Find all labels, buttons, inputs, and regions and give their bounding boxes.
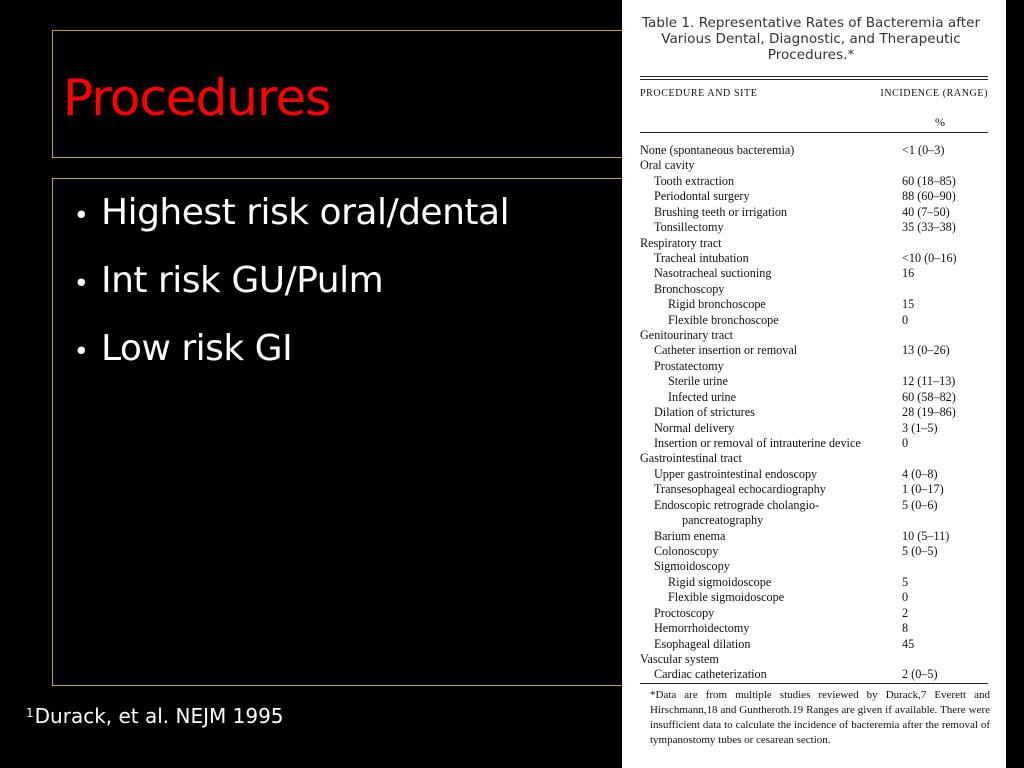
unit-label: % bbox=[935, 115, 945, 129]
row-value: 4 (0–8) bbox=[902, 466, 938, 481]
row-label: Oral cavity bbox=[640, 158, 695, 173]
row-value: 0 bbox=[902, 590, 909, 605]
table-row bbox=[640, 405, 1000, 420]
bullet-icon: • bbox=[73, 337, 89, 367]
row-value: 0 bbox=[902, 312, 909, 327]
table-row bbox=[640, 158, 1000, 173]
table-row bbox=[640, 390, 1000, 405]
row-label: Catheter insertion or removal bbox=[654, 343, 798, 358]
table-row bbox=[640, 529, 1000, 544]
row-label: Bronchoscopy bbox=[654, 281, 725, 296]
row-label: Normal delivery bbox=[654, 420, 735, 435]
row-value: 0 bbox=[902, 436, 909, 451]
row-value: 60 (18–85) bbox=[902, 173, 956, 188]
row-label: Genitourinary tract bbox=[640, 328, 734, 343]
row-label: Sigmoidoscopy bbox=[654, 559, 730, 574]
row-value: 3 (1–5) bbox=[902, 420, 938, 435]
table-row bbox=[640, 498, 1000, 513]
table-row bbox=[640, 266, 1000, 281]
row-label: None (spontaneous bacteremia) bbox=[640, 143, 795, 157]
table-row bbox=[640, 251, 1000, 266]
table-row bbox=[640, 467, 1000, 482]
row-value: 45 bbox=[902, 636, 915, 651]
table-row bbox=[640, 421, 1000, 436]
table-row bbox=[640, 559, 1000, 574]
row-label: Esophageal dilation bbox=[654, 636, 751, 651]
row-value: 2 bbox=[902, 605, 909, 620]
row-label: Insertion or removal of intrauterine device bbox=[654, 436, 861, 451]
column-header-procedure: PROCEDURE AND SITE bbox=[640, 88, 758, 99]
table-row bbox=[640, 297, 1000, 312]
row-value: 5 bbox=[902, 574, 909, 589]
row-label: Proctoscopy bbox=[654, 605, 715, 620]
row-label: Rigid bronchoscope bbox=[668, 297, 766, 312]
table-row bbox=[640, 482, 1000, 497]
row-value: 1 (0–17) bbox=[902, 482, 944, 497]
table-row bbox=[640, 220, 1000, 235]
table-footnote: *Data are from multiple studies reviewed by Durack,7 Everett and Hirschmann,18 and Guntheroth.19 Ranges are given if available. There were insufficient data to calculate the incidence of bacteremia after the removal of tympanostomy tubes or cesarean section. bbox=[650, 689, 990, 746]
table-row bbox=[640, 606, 1000, 621]
title-frame bbox=[52, 30, 632, 158]
row-label: Transesophageal echocardiography bbox=[654, 482, 826, 497]
row-value: 13 (0–26) bbox=[902, 343, 950, 358]
table-row bbox=[640, 236, 1000, 251]
table-row bbox=[640, 359, 1000, 374]
table-row bbox=[640, 436, 1000, 451]
table-row bbox=[640, 205, 1000, 220]
bacteremia-table-image bbox=[622, 0, 1006, 768]
row-label: Dilation of strictures bbox=[654, 405, 755, 420]
row-label: Barium enema bbox=[654, 528, 726, 543]
table-row bbox=[640, 513, 1000, 528]
table-body bbox=[640, 143, 1000, 683]
row-value: 5 (0–6) bbox=[902, 497, 938, 512]
row-label: Vascular system bbox=[640, 651, 719, 666]
table-row bbox=[640, 313, 1000, 328]
bullet-item bbox=[61, 261, 509, 304]
bullet-icon: • bbox=[73, 269, 89, 299]
bullet-text: Int risk GU/Pulm bbox=[101, 260, 384, 301]
table-row bbox=[640, 575, 1000, 590]
row-label: Periodontal surgery bbox=[654, 189, 750, 204]
bullet-item bbox=[61, 193, 509, 236]
table-row bbox=[640, 174, 1000, 189]
row-value: <1 (0–3) bbox=[902, 143, 945, 157]
row-label: Upper gastrointestinal endoscopy bbox=[654, 466, 818, 481]
table-row bbox=[640, 374, 1000, 389]
row-label: Endoscopic retrograde cholangio- bbox=[654, 497, 820, 512]
table-row bbox=[640, 621, 1000, 636]
row-label: Flexible sigmoidoscope bbox=[668, 590, 785, 605]
row-label: Sterile urine bbox=[668, 374, 728, 389]
table-rule-bottom bbox=[640, 683, 988, 684]
table-row bbox=[640, 328, 1000, 343]
bullet-list bbox=[61, 193, 509, 397]
content-frame bbox=[52, 178, 632, 686]
row-label: pancreatography bbox=[682, 513, 764, 528]
row-label: Tooth extraction bbox=[654, 173, 735, 188]
row-value: 60 (58–82) bbox=[902, 389, 956, 404]
row-label: Gastrointestinal tract bbox=[640, 451, 742, 466]
row-label: Tonsillectomy bbox=[654, 220, 724, 235]
table-rule-top bbox=[640, 76, 988, 77]
row-label: Prostatectomy bbox=[654, 358, 724, 373]
row-value: 15 bbox=[902, 297, 915, 312]
table-rule-header bbox=[640, 132, 988, 133]
citation-marker: 1 bbox=[26, 706, 34, 720]
table-row bbox=[640, 544, 1000, 559]
table-row bbox=[640, 652, 1000, 667]
row-label: Infected urine bbox=[668, 389, 737, 404]
row-label: Cardiac catheterization bbox=[654, 667, 767, 682]
row-value: 28 (19–86) bbox=[902, 405, 956, 420]
row-value: 16 bbox=[902, 266, 915, 281]
bullet-icon: • bbox=[73, 201, 89, 231]
row-value: 5 (0–5) bbox=[902, 543, 938, 558]
table-row bbox=[640, 451, 1000, 466]
table-row bbox=[640, 667, 1000, 682]
column-header-incidence: INCIDENCE (RANGE) bbox=[880, 88, 988, 99]
row-value: 40 (7–50) bbox=[902, 204, 950, 219]
row-value: 2 (0–5) bbox=[902, 667, 938, 682]
row-label: Nasotracheal suctioning bbox=[654, 266, 772, 281]
row-label: Rigid sigmoidoscope bbox=[668, 574, 772, 589]
row-value: 35 (33–38) bbox=[902, 220, 956, 235]
row-value: 8 bbox=[902, 621, 909, 636]
row-value: 12 (11–13) bbox=[902, 374, 956, 389]
table-row bbox=[640, 143, 1000, 158]
citation-text: Durack, et al. NEJM 1995 bbox=[34, 704, 284, 728]
table-row bbox=[640, 282, 1000, 297]
table-row bbox=[640, 343, 1000, 358]
bullet-text: Low risk GI bbox=[101, 328, 293, 369]
row-label: Respiratory tract bbox=[640, 235, 722, 250]
row-label: Flexible bronchoscope bbox=[668, 312, 779, 327]
citation bbox=[26, 704, 284, 728]
row-value: <10 (0–16) bbox=[902, 250, 957, 265]
row-label: Brushing teeth or irrigation bbox=[654, 204, 788, 219]
bullet-text: Highest risk oral/dental bbox=[101, 192, 510, 233]
table-caption: Table 1. Representative Rates of Bacteremia after Various Dental, Diagnostic, and Therapeutic Procedures.* bbox=[641, 15, 981, 63]
row-label: Colonoscopy bbox=[654, 543, 719, 558]
bullet-item bbox=[61, 329, 509, 372]
slide-title: Procedures bbox=[63, 69, 331, 127]
row-label: Hemorrhoidectomy bbox=[654, 621, 750, 636]
row-value: 10 (5–11) bbox=[902, 528, 950, 543]
table-row bbox=[640, 637, 1000, 652]
table-row bbox=[640, 590, 1000, 605]
row-value: 88 (60–90) bbox=[902, 189, 956, 204]
table-rule-top-2 bbox=[640, 79, 988, 80]
row-label: Tracheal intubation bbox=[654, 250, 749, 265]
table-row bbox=[640, 189, 1000, 204]
